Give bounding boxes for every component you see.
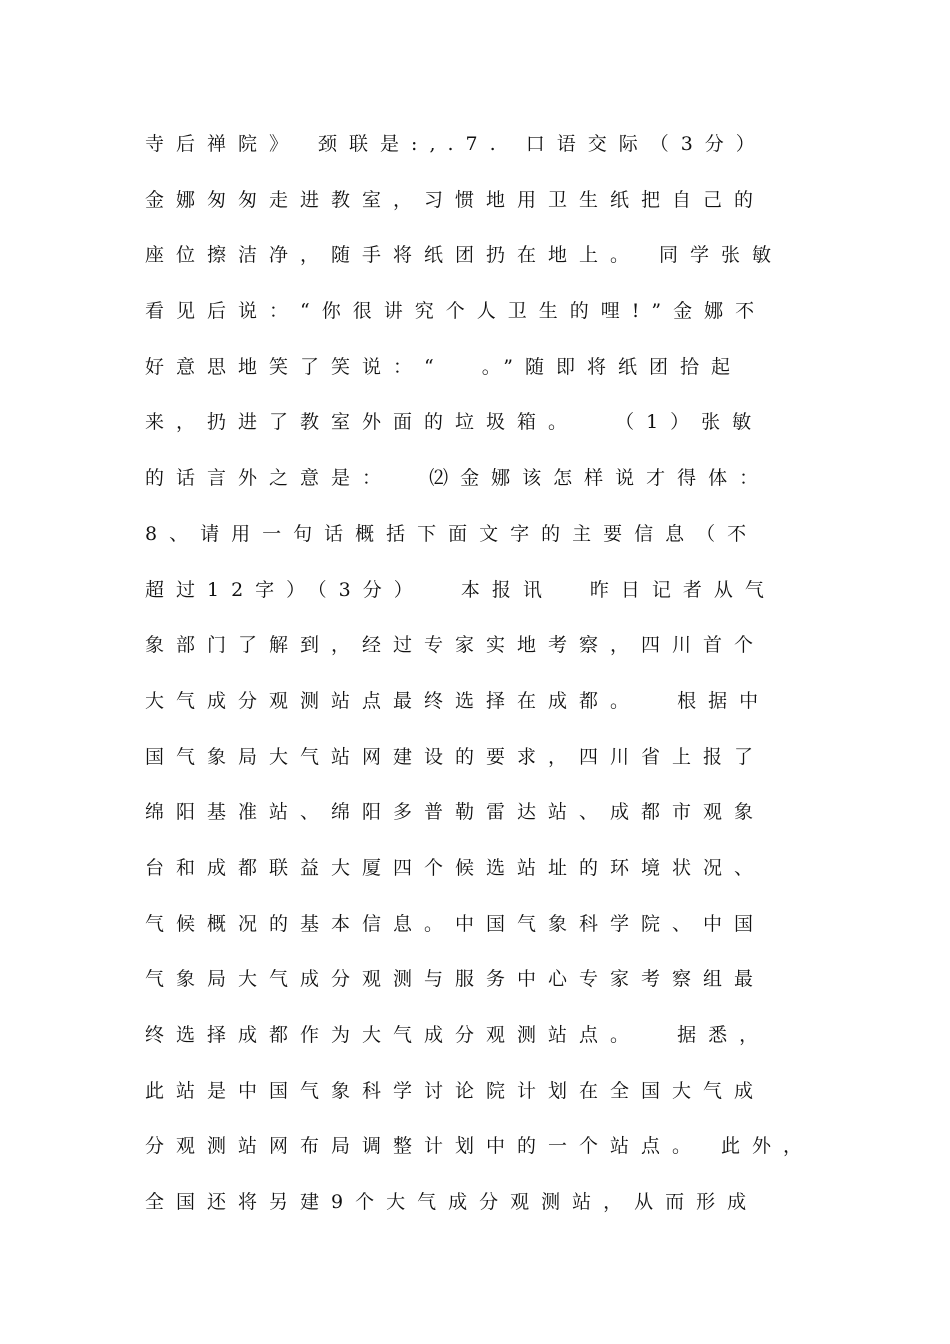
text-line-12: 国气象局大气站网建设的要求，四川省上报了: [145, 745, 766, 768]
text-line-17: 终选择成都作为大气成分观测站点。 据悉，: [145, 1024, 771, 1046]
text-line-20: 全国还将另建9个大气成分观测站，从而形成: [145, 1191, 759, 1214]
text-line-4: 看见后说：“你很讲究个人卫生的哩!”金娜不: [145, 300, 767, 323]
text-line-16: 气象局大气成分观测与服务中心专家考察组最: [145, 968, 766, 991]
text-line-6: 来，扔进了教室外面的垃圾箱。 （1）张敏: [145, 411, 764, 434]
text-line-3: 座位擦洁净，随手将纸团扔在地上。 同学张敏: [145, 244, 784, 267]
text-line-5: 好意思地笑了笑说：“ 。”随即将纸团拾起: [145, 355, 743, 378]
text-line-2: 金娜匆匆走进教室，习惯地用卫生纸把自己的: [145, 188, 766, 211]
text-line-15: 气候概况的基本信息。中国气象科学院、中国: [145, 912, 766, 935]
text-line-8: 8、请用一句话概括下面文字的主要信息（不: [145, 522, 759, 545]
text-line-9: 超过12字）（3分） 本报讯 昨日记者从气: [145, 578, 776, 601]
text-line-13: 绵阳基准站、绵阳多普勒雷达站、成都市观象: [145, 801, 766, 824]
body-text: [145, 126, 845, 1240]
text-line-18: 此站是中国气象科学讨论院计划在全国大气成: [145, 1079, 766, 1102]
text-line-7: 的话言外之意是： ⑵金娜该怎样说才得体：: [145, 467, 771, 490]
text-line-14: 台和成都联益大厦四个候选站址的环境状况、: [145, 856, 766, 879]
text-line-1: 寺后禅院》 颈联是:,.7. 口语交际（3分）: [145, 133, 767, 155]
text-line-10: 象部门了解到，经过专家实地考察，四川首个: [145, 634, 766, 657]
text-line-11: 大气成分观测站点最终选择在成都。 根据中: [145, 689, 771, 712]
text-line-19: 分观测站网布局调整计划中的一个站点。 此外，: [145, 1135, 815, 1158]
